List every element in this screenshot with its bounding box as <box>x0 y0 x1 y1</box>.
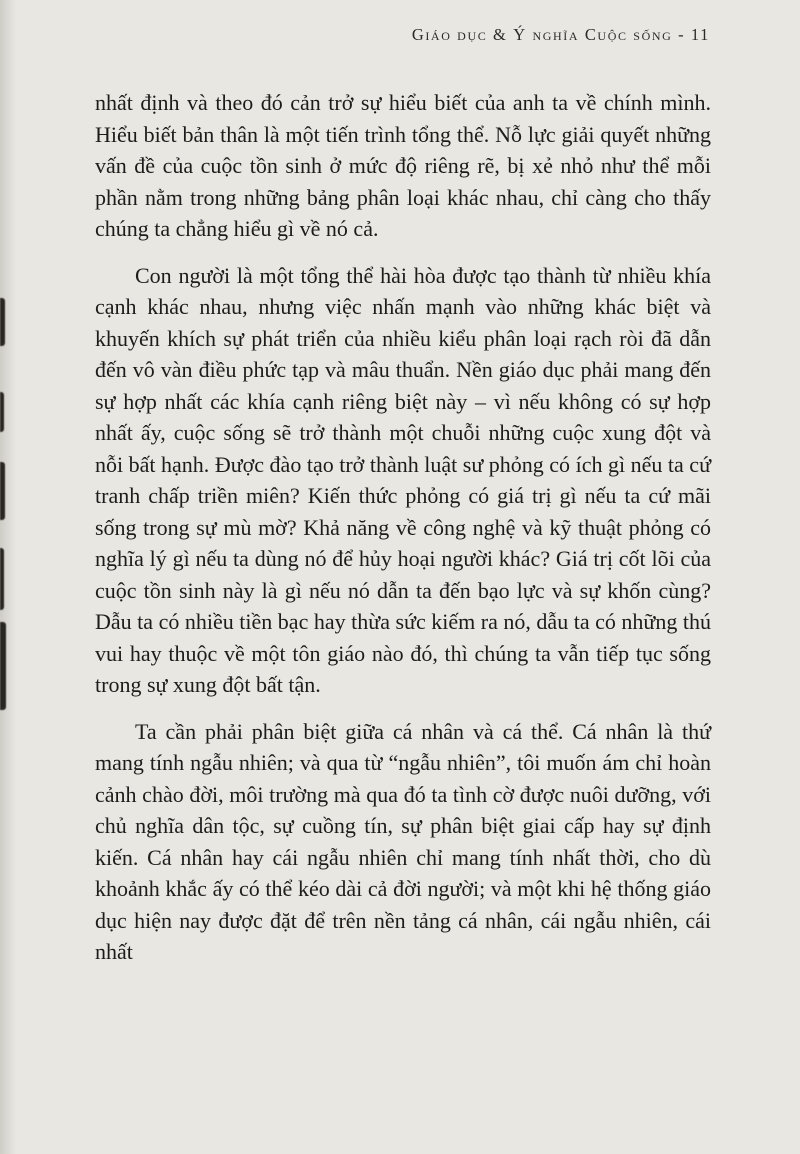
scan-artifact <box>0 298 5 346</box>
scan-artifact <box>0 462 5 520</box>
running-header-title: Giáo dục & Ý nghĩa Cuộc sống - 11 <box>411 25 710 44</box>
scan-artifact <box>0 622 6 710</box>
paragraph: Ta cần phải phân biệt giữa cá nhân và cá thể. Cá nhân là thứ mang tính ngẫu nhiên; và qua từ “ngẫu nhiên”, tôi muốn ám chỉ hoàn cảnh chào đời, môi trường mà qua đó ta tình cờ được nuôi dưỡng, với chủ nghĩa dân tộc, sự cuồng tín, sự phân biệt giai cấp hay sự định kiến. Cá nhân hay cái ngẫu nhiên chỉ mang tính nhất thời, cho dù khoảnh khắc ấy có thể kéo dài cả đời người; và một khi hệ thống giáo dục hiện nay được đặt để trên nền tảng cá nhân, cái ngẫu nhiên, cái nhất <box>95 718 711 964</box>
paragraph: nhất định và theo đó cản trở sự hiểu biết của anh ta về chính mình. Hiểu biết bản thân là một tiến trình tổng thể. Nỗ lực giải quyết những vấn đề của cuộc tồn sinh ở mức độ riêng rẽ, bị xẻ nhỏ như thể mỗi phần nằm trong những bảng phân loại khác nhau, chỉ càng cho thấy chúng ta chẳng hiểu gì về nó cả. <box>95 90 711 241</box>
scan-artifact <box>0 392 4 432</box>
paragraph: Con người là một tổng thể hài hòa được tạo thành từ nhiều khía cạnh khác nhau, nhưng việc nhấn mạnh vào những khác biệt và khuyến khích sự phát triển của nhiều kiểu phân loại rạch ròi đã dẫn đến vô vàn điều phức tạp và mâu thuẩn. Nền giáo dục phải mang đến sự hợp nhất các khía cạnh riêng biệt này – vì nếu không có sự hợp nhất ấy, cuộc sống sẽ trở thành một chuỗi những cuộc xung đột và nỗi bất hạnh. Được đào tạo trở thành luật sư phỏng có ích gì nếu ta cứ tranh chấp triền miên? Kiến thức phỏng có giá trị gì nếu ta cứ mãi sống trong sự mù mờ? Khả năng về công nghệ và kỹ thuật phỏng có nghĩa lý gì nếu ta dùng nó để hủy hoại người khác? Giá trị cốt lõi của cuộc tồn sinh này là gì nếu nó dẫn ta đến bạo lực và sự khốn cùng? Dẫu ta có nhiều tiền bạc hay thừa sức kiếm ra nó, dẫu ta có những thú vui hay thuộc về một tôn giáo nào đó, thì chúng ta vẫn tiếp tục sống trong sự xung đột bất tận. <box>95 262 711 697</box>
scan-artifact <box>0 548 4 610</box>
page-body-text <box>95 87 711 983</box>
